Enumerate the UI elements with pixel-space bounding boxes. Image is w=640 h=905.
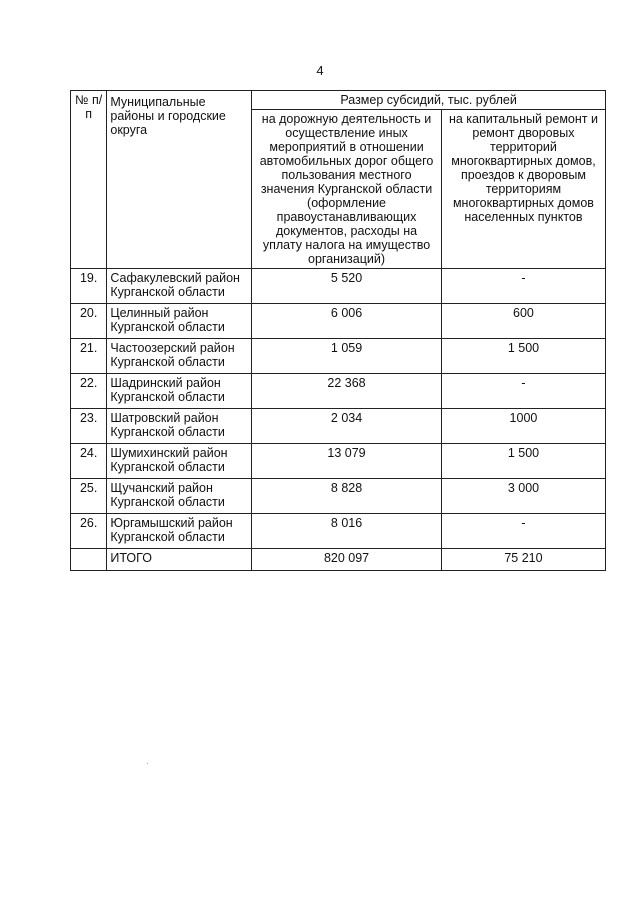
header-name: Муниципальные районы и городские округа bbox=[107, 91, 252, 269]
row-road: 1 059 bbox=[252, 339, 442, 374]
table-row bbox=[71, 269, 606, 304]
total-road: 820 097 bbox=[252, 549, 442, 571]
table-row bbox=[71, 479, 606, 514]
total-num bbox=[71, 549, 107, 571]
total-row bbox=[71, 549, 606, 571]
table-row bbox=[71, 444, 606, 479]
row-name: Частоозерский район Курганской области bbox=[107, 339, 252, 374]
row-repair: - bbox=[441, 514, 605, 549]
row-road: 2 034 bbox=[252, 409, 442, 444]
table-row bbox=[71, 374, 606, 409]
row-name: Шумихинский район Курганской области bbox=[107, 444, 252, 479]
table-row bbox=[71, 304, 606, 339]
row-num: 22. bbox=[71, 374, 107, 409]
row-num: 25. bbox=[71, 479, 107, 514]
row-num: 24. bbox=[71, 444, 107, 479]
header-col-road: на дорожную деятельность и осуществление иных мероприятий в отношении автомобильных дорог общего пользования местного значения Курганской области (оформление правоустанавливающих документов, расходы на уплату налога на имущество организаций) bbox=[252, 110, 442, 269]
row-road: 6 006 bbox=[252, 304, 442, 339]
row-road: 22 368 bbox=[252, 374, 442, 409]
row-name: Юргамышский район Курганской области bbox=[107, 514, 252, 549]
row-road: 8 016 bbox=[252, 514, 442, 549]
row-num: 21. bbox=[71, 339, 107, 374]
row-road: 8 828 bbox=[252, 479, 442, 514]
table-row bbox=[71, 514, 606, 549]
total-repair: 75 210 bbox=[441, 549, 605, 571]
row-name: Щучанский район Курганской области bbox=[107, 479, 252, 514]
scan-speck bbox=[147, 763, 148, 764]
total-label: ИТОГО bbox=[107, 549, 252, 571]
row-num: 20. bbox=[71, 304, 107, 339]
table-row bbox=[71, 409, 606, 444]
row-repair: 600 bbox=[441, 304, 605, 339]
page-number: 4 bbox=[316, 63, 324, 78]
row-repair: 1 500 bbox=[441, 339, 605, 374]
header-col-repair: на капитальный ремонт и ремонт дворовых территорий многоквартирных домов, проездов к дворовым территориям многоквартирных домов населенных пунктов bbox=[441, 110, 605, 269]
row-repair: 1 500 bbox=[441, 444, 605, 479]
row-repair: 3 000 bbox=[441, 479, 605, 514]
row-repair: 1000 bbox=[441, 409, 605, 444]
table-row bbox=[71, 339, 606, 374]
row-name: Шатровский район Курганской области bbox=[107, 409, 252, 444]
row-road: 13 079 bbox=[252, 444, 442, 479]
header-group: Размер субсидий, тыс. рублей bbox=[252, 91, 606, 110]
row-repair: - bbox=[441, 269, 605, 304]
table-header-row bbox=[71, 91, 606, 110]
subsidy-table bbox=[70, 90, 606, 571]
row-road: 5 520 bbox=[252, 269, 442, 304]
row-num: 19. bbox=[71, 269, 107, 304]
row-num: 23. bbox=[71, 409, 107, 444]
header-num: № п/п bbox=[71, 91, 107, 269]
row-num: 26. bbox=[71, 514, 107, 549]
row-repair: - bbox=[441, 374, 605, 409]
row-name: Сафакулевский район Курганской области bbox=[107, 269, 252, 304]
row-name: Целинный район Курганской области bbox=[107, 304, 252, 339]
row-name: Шадринский район Курганской области bbox=[107, 374, 252, 409]
